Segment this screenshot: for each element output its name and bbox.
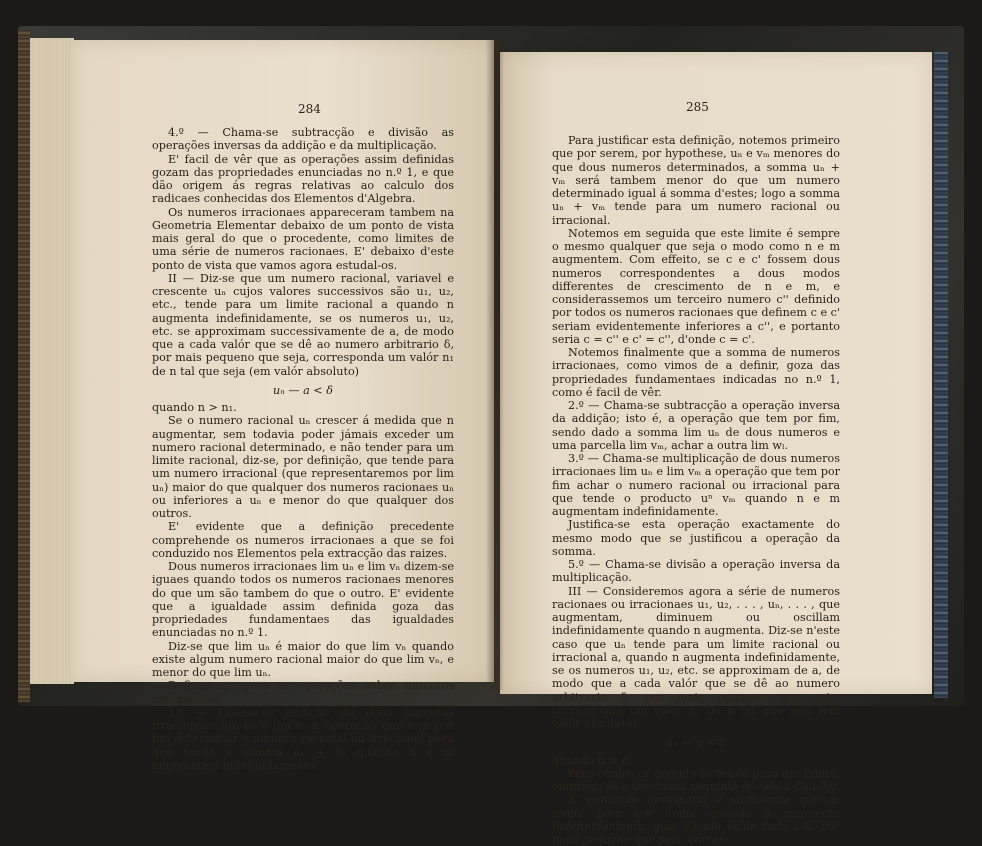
paragraph: 5.º — Chama-se divisão a operação inversa da multiplicação. <box>552 558 840 585</box>
left-page-text <box>152 126 454 772</box>
paragraph: quando n > n₁. <box>552 753 637 767</box>
paragraph: 1.º — Chama-se addição de dous numeros irracionaes lim uₙ e lim vₙ a operação que tem por fim determinar o numero racional ou irracional para que tende a somma uₙ + vₙ quando n e m augmentam indefinidamente. <box>152 705 454 772</box>
paragraph: III — Consideremos agora a série de numeros racionaes ou irracionaes u₁, u₂, . . . , uₙ, . . . , que augmentam, diminuem ou oscillam indefinidamente quando n augmenta. Diz-se n'este caso que uₙ tende para um limite racional ou irracional a, quando n augmenta indefinidamente, se os numeros u₁, u₂, etc. se approximam de a, de modo que a cada valór que se dê ao numero arbitrario δ, por mais pequeno que seja, corresponda um valor n₁ de n tal que seja (em valór absoluto) <box>552 584 840 730</box>
paragraph: quando n > n₁. <box>152 401 237 414</box>
paragraph: E' facil de vêr que as operações assim definidas gozam das propriedades enunciadas no n.º 1, e que dão origem ás regras relativas ao calculo dos radicaes conhecidas dos Elementos d'Algebra. <box>152 152 454 206</box>
right-page <box>500 52 932 846</box>
paragraph: 3.º — Chama-se multiplicação de dous numeros irracionaes lim uₙ e lim vₘ a operação que tem por fim achar o numero racional ou irracional para que tende o producto uⁿ vₘ quando n e m augmentam indefinidamente. <box>552 452 840 518</box>
page-stack <box>30 38 74 684</box>
paragraph: Definamos agora as operações sobre numeros irracionaes. <box>152 679 454 706</box>
right-page-text <box>552 134 840 846</box>
paragraph: Dous numeros irracionaes lim uₙ e lim vₙ dizem-se iguaes quando todos os numeros racionaes menores do que um são tambem do que o outro. E' evidente que a igualdade assim definida goza das propriedades fundamentaes das igualdades enunciadas no n.º 1. <box>152 560 454 640</box>
paragraph: Para justificar esta definição, notemos primeiro que por serem, por hypothese, uₙ e vₘ menores do que dous numeros determinados, a somma uₙ + vₘ será tambem menor do que um numero determinado igual á somma d'estes; logo a somma uₙ + vₘ tende para um numero racional ou irracional. <box>552 134 840 227</box>
marbled-cover-edge-right <box>934 52 948 698</box>
page-number-left: 284 <box>298 102 321 116</box>
paragraph: Notemos em seguida que este limite é sempre o mesmo qualquer que seja o modo como n e m augmentem. Com effeito, se c e c' fossem dous numeros correspondentes a dous modos differentes de crescimento de n e m, e considerassemos um terceiro numero c'' definido por todos os numeros racionaes que definem c e c' seriam evidentemente inferiores a c'', e portanto seria c = c'' e c' = c'', d'onde c = c'. <box>552 226 840 346</box>
paragraph: Os numeros irracionaes appareceram tambem na Geometria Elementar debaixo de um ponto de vista mais geral do que o procedente, como limites de uma série de numeros racionaes. E' debaixo d'este ponto de vista que vamos agora estudal-os. <box>152 205 454 272</box>
book-gutter <box>486 38 504 690</box>
formula: uₙ — a < δ <box>666 736 726 750</box>
paragraph: E' evidente que a definição precedente comprehende os numeros irracionaes a que se foi conduzido nos Elementos pela extracção das raizes. <box>152 520 454 560</box>
paragraph: Para conhecer quando uₙ tende para um limite, emprega-se o theorema seguinte devido a Cauchy: <box>552 766 840 793</box>
paragraph-italic: E' condição necessaria e sufficiente que uₙ tenda para um limite quando n augmenta indefinidamente, que, a cada valór dado a δ, por mais pequeno que seja, corres- <box>552 793 840 846</box>
page-number-right: 285 <box>686 100 709 114</box>
left-page <box>70 40 494 772</box>
paragraph: 2.º — Chama-se subtracção a operação inversa da addição; isto é, a operação que tem por fim, sendo dado a somma lim uₙ de dous numeros e uma parcella lim vₘ, achar a outra lim wₗ. <box>552 399 840 452</box>
paragraph: Justifica-se esta operação exactamente do mesmo modo que se justificou a operação da somma. <box>552 518 840 558</box>
paragraph: Diz-se que lim uₙ é maior do que lim vₙ quando existe algum numero racional maior do que lim vₙ, e menor do que lim uₙ. <box>152 639 454 679</box>
marbled-cover-edge-left <box>18 30 30 702</box>
paragraph: II — Diz-se que um numero racional, variavel e crescente uₙ cujos valores successivos são u₁, u₂, etc., tende para um limite racional a quando n augmenta indefinidamente, se os numeros u₁, u₂, etc. se approximam successivamente de a, de modo que a cada valór que se dê ao numero arbitrario δ, por mais pequeno que seja, corresponda um valór n₁ de n tal que seja (em valór absoluto) <box>152 271 454 378</box>
paragraph: Notemos finalmente que a somma de numeros irracionaes, como vimos de a definir, goza das propriedades fundamentaes indicadas no n.º 1, como é facil de vêr. <box>552 346 840 399</box>
paragraph: 4.º — Chama-se subtracção e divisão as operações inversas da addição e da multiplicação. <box>152 126 454 153</box>
formula: uₙ — a < δ <box>273 383 333 397</box>
paragraph: Se o numero racional uₙ crescer á medida que n augmentar, sem todavia poder jámais exceder um numero racional determinado, e não tender para um limite racional, diz-se, por definição, que tende para um numero irracional (que representaremos por lim uₙ) maior do que qualquer dos numeros racionaes uₙ ou inferiores a uₙ e menor do que qualquer dos outros. <box>152 414 454 520</box>
